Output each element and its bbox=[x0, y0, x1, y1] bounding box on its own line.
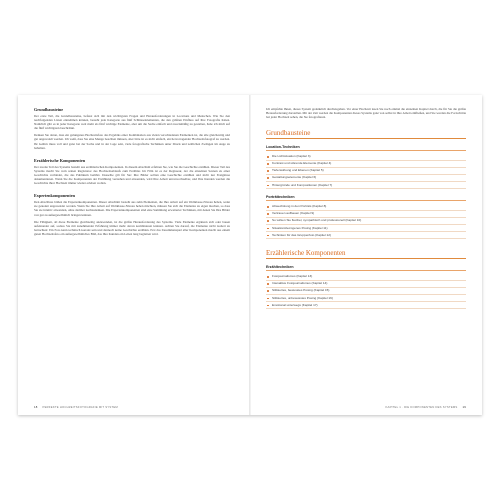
section-erzaehlerische-komponenten bbox=[34, 158, 230, 185]
list-item: So wirken Sie flexibel, sympathisch und professionell (Kapitel 10) bbox=[266, 218, 466, 225]
section-erzaehlerische-list bbox=[266, 249, 466, 309]
section-rule bbox=[266, 258, 466, 259]
list-item: Stilisiertes, unbewusstes Posing (Kapitel 16) bbox=[266, 295, 466, 302]
list-item: Techniken für das Gruppenfoto (Kapitel 12) bbox=[266, 232, 466, 239]
group-title: Location-Techniken bbox=[266, 145, 300, 150]
paragraph: Denken Sie daran, dass ein gelungenes Hochzeitsfoto das Ergebnis einer Kombination aus vielen verschiedenen Elementen ist, die alle gleichzeitig und gut angewandt werden. Ich weiß, dass Sie eine Menge beachten müssen, aber bitte ist es nicht einfach, ein hervorragender Hochzeitsfotograf zu werden. Ihr Gehirn muss voll und ganz bei der Sache und in der Lage sein, viele fotografische Techniken unter Druck und zeitlichen Zwängen im Auge zu behalten. bbox=[34, 133, 230, 150]
narrative-techniques-list bbox=[266, 274, 466, 309]
section-grundbausteine bbox=[34, 107, 230, 150]
list-item: Situationsbezogenes Posing (Kapitel 11) bbox=[266, 225, 466, 232]
section-rule bbox=[266, 138, 466, 139]
section-title: Erzählerische Komponenten bbox=[266, 249, 346, 258]
section-heading: Expertenkomponenten bbox=[34, 193, 75, 199]
group-rule bbox=[266, 200, 466, 201]
list-item: Fotojournalismus (Kapitel 13) bbox=[266, 274, 466, 281]
running-title: PERFEKTE HOCHZEITSFOTOGRAFIE MIT SYSTEM bbox=[42, 405, 118, 409]
portrait-techniques-list bbox=[266, 204, 466, 239]
paragraph: Den Abschluss bilden die Expertenkomponenten. Dieser Abschnitt besteht aus zehn Elementen, die Ihre Arbeit auf ein Weltklasse-Niveau heben, wenn sie gekonnt angewendet werden. Wenn Sie Ihre Arbeit auf Weltklasse-Niveau heben möchten, müssen Sie sich die Elemente zu eigen machen, so dass Sie sie intuitiv anwenden, ohne darüber nachzudenken. Die Expertenkomponenten sind eine Sammlung erweiterter Techniken, mit denen Sie Ihre Bilder von gut zu außergewöhnlich bringen können. bbox=[34, 200, 230, 217]
section-title: Grundbausteine bbox=[266, 129, 311, 138]
list-item: Stilisiertes, bewusstes Posing (Kapitel 15) bbox=[266, 288, 466, 295]
list-item: Tiefenwirkung und Ebenen (Kapitel 5) bbox=[266, 168, 466, 175]
list-item: Emotional unterwegs (Kapitel 17) bbox=[266, 302, 466, 309]
section-heading: Grundbausteine bbox=[34, 107, 64, 112]
group-title: Porträttechniken bbox=[266, 195, 295, 200]
list-item: Gestaltungselemente (Kapitel 6) bbox=[266, 175, 466, 182]
paragraph: Die Fähigkeit, all diese Elemente gleichzeitig anzuwenden, ist die größte Herausforderung des Systems. Viele Elemente ergänzen sich oder bauen aufeinander auf, sodass Sie mit zunehmender Erfahrung immer mehr davon kombinieren können. Achten Sie darauf, die Elemente nicht isoliert zu betrachten: Ein Foto kann technisch korrekt sein und dennoch keine Geschichte erzählen. Erst das Zusammenspiel aller Komponenten macht aus einem guten Hochzeitsfoto ein außergewöhnliches Bild, das Ihre Kunden ein Leben lang begleiten wird. bbox=[34, 219, 230, 236]
list-item: Vertrauen aufbauen (Kapitel 9) bbox=[266, 211, 466, 218]
book-spread bbox=[18, 95, 482, 415]
list-item: Hintergründe und Kompositionen (Kapitel 7) bbox=[266, 182, 466, 189]
list-item: Interaktive Fotojournalismus (Kapitel 14) bbox=[266, 281, 466, 288]
location-techniques-list bbox=[266, 154, 466, 189]
group-rule bbox=[266, 270, 466, 271]
right-page bbox=[266, 107, 466, 405]
book-gutter bbox=[249, 95, 251, 415]
left-page bbox=[34, 107, 230, 405]
section-expertenkomponenten bbox=[34, 193, 230, 236]
section-grundbausteine-list bbox=[266, 129, 466, 239]
group-rule bbox=[266, 150, 466, 151]
running-title: KAPITEL 1 · DIE KOMPONENTEN DES SYSTEMS bbox=[385, 405, 458, 409]
page-number: 19 bbox=[462, 405, 466, 409]
left-page-footer bbox=[34, 405, 118, 409]
paragraph: Der erste Teil, die Grundbausteine, befasst sich mit den wichtigsten Fragen und Herausforderungen in Locations und Menschen. Wie Sie den nachfolgenden Listen entnehmen können, besteht jede Kategorie aus fünf Schlüsselelementen, die den größten Einfluss auf Ihre Fotografie haben. Natürlich gibt es in jeder Kategorie weit mehr als fünf wichtige Elemente, aber um die Sache einfach und zweckmäßig zu gestalten, habe ich mich auf die fünf wichtigsten beschränkt. bbox=[34, 114, 230, 131]
list-item: Kontrast und störende Elemente (Kapitel 4) bbox=[266, 161, 466, 168]
intro-paragraph: Ich empfehle Ihnen, dieses System gedanklich durchzugehen. Vor einer Hochzeit lesen Sie noch einmal die einzelnen Kapitel durch, die für Sie die größte Herausforderung darstellen. Mit der Zeit werden die Komponenten dieses Systems ganz von selbst in Ihre Arbeit einfließen, und Sie werden die Fortschritte bei jeder Hochzeit sehen, die Sie fotografieren. bbox=[266, 107, 466, 120]
page-number: 18 bbox=[34, 405, 38, 409]
section-heading: Erzählerische Komponenten bbox=[34, 157, 86, 163]
right-page-footer bbox=[385, 405, 466, 409]
paragraph: Der zweite Teil des Systems besteht aus erzählerischen Komponenten. In diesem Abschnitt erfahren Sie, wie Sie die Geschichte erzählen. Dieser Teil des Systems macht Sie vom reinen Registrator des Hochzeitsablaufs zum Erzähler. Im Film ist es der Regisseur, der die einzelnen Szenen zu einer Geschichte verbindet, die das Publikum berührt. Dasselbe gilt für Sie: Ihre Bilder sollten eine Geschichte erzählen und nicht nur Ereignisse dokumentieren. Wenn Sie die Komponenten der Erzählung verstehen und anwenden, wird Ihre Arbeit unverwechselbar, und Ihre Kunden werden die Geschichte ihrer Hochzeit immer wieder erleben wollen. bbox=[34, 164, 230, 186]
list-item: Abwechslung in den Porträts (Kapitel 8) bbox=[266, 204, 466, 211]
group-title: Erzähltechniken bbox=[266, 265, 294, 270]
list-item: Die Lichtsituation (Kapitel 3) bbox=[266, 154, 466, 161]
